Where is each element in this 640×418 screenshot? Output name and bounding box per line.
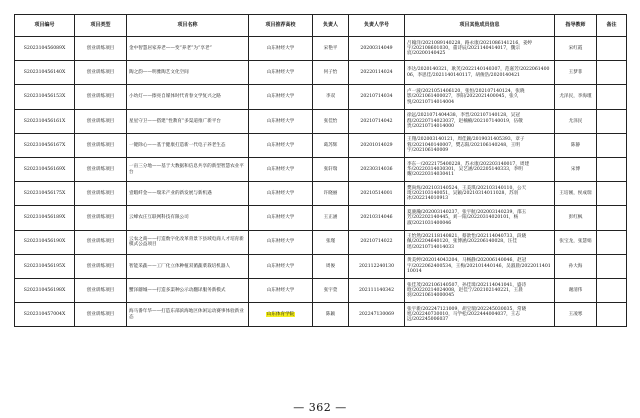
advisor-cell: 王凌寒 [555, 303, 597, 327]
column-header: 项目推荐高校 [249, 15, 313, 37]
remarks-cell [597, 303, 627, 327]
project-number-cell: S202310456169X [15, 157, 75, 181]
advisor-cell: 彭红枫 [555, 206, 597, 230]
recommending-school-cell [249, 303, 313, 327]
leader-student-id-cell: 20224713006​9 [349, 303, 405, 327]
leader-student-id-cell: 20211114034​2 [349, 278, 405, 302]
leader-student-id-cell: 20200314049 [349, 37, 405, 61]
remarks-cell [597, 254, 627, 278]
project-type-cell: 创业训练项目 [75, 303, 127, 327]
table-row [15, 61, 627, 85]
advisor-cell: 宋博 [555, 157, 597, 181]
project-name-cell: 陶之韵——明雅陶艺文化空间 [127, 61, 249, 85]
project-name-cell: 蟹泽蘑城——打造多渠种公示动翻译服务新模式 [127, 278, 249, 302]
remarks-cell [597, 85, 627, 109]
recommending-school-cell: 山东财经大学 [249, 37, 313, 61]
advisor-cell: 谢清伟 [555, 278, 597, 302]
other-members-cell: 张宇新/2022471210​09，胡宝瑞/2022450300​35，常晓旭/2022407300​10，马学松/2022444004​037，王志远/2022450060​37 [405, 303, 555, 327]
recommending-school-cell: 山东财经大学 [249, 254, 313, 278]
table-row [15, 254, 627, 278]
other-members-cell: 李达/2020140321，耿芙/2022140140307，范嘉芳/2022061400​06，李思佳/2021140140117，胡俊浩/2020140421 [405, 61, 555, 85]
remarks-cell [597, 230, 627, 254]
advisor-cell: 尤泽民 [555, 109, 597, 133]
project-type-cell: 创业训练项目 [75, 37, 127, 61]
leader-name-cell: 陈颖 [313, 303, 349, 327]
project-number-cell: S202310456140X [15, 61, 75, 85]
advisor-cell: 尤泽民，李海瑾 [555, 85, 597, 109]
recommending-school-cell: 山东财经大学 [249, 85, 313, 109]
remarks-cell [597, 157, 627, 181]
table-row [15, 157, 627, 181]
column-header: 项目其他成员信息 [405, 15, 555, 37]
other-members-cell: 徐远/2021071404438，李晋/2021071401​28，吴冠群/2022071402​3037，赵楠楠/2021071400​19，伍敬贵/2021071401​4000 [405, 109, 555, 133]
project-number-cell: S202310456153X [15, 85, 75, 109]
table-row [15, 303, 627, 327]
column-header: 项目名称 [127, 15, 249, 37]
leader-student-id-cell: 20210714034 [349, 85, 405, 109]
advisor-cell: 王梦菲 [555, 61, 597, 85]
column-header: 备注 [597, 15, 627, 37]
remarks-cell [597, 206, 627, 230]
other-members-cell: 张佳茂/2021061405​07，孙佳璋/2021140410​41，盛诗晗/2022021402​4008，赵佳宁/2021021402​21，王晨羽/2021061400​0045 [405, 278, 555, 302]
leader-name-cell: 周俊 [313, 254, 349, 278]
recommending-school-cell: 山东财经大学 [249, 109, 313, 133]
leader-name-cell: 许晓丽 [313, 182, 349, 206]
leader-student-id-cell: 20210714042 [349, 109, 405, 133]
recommending-school-cell: 山东财经大学 [249, 133, 313, 157]
project-name-cell: 金中智慧居家养老——变“养老”为“享老” [127, 37, 249, 61]
project-name-cell: 一亩三分地——基于大数据和信息共享的新型智慧农业平台 [127, 157, 249, 181]
other-members-cell: 王怡然/2021181408​21，蔡歆怡/2021140407​33，段晓佩/2022046401​20，张博涵/2022061400​28，汪佳瑶/2021071401​4033 [405, 230, 555, 254]
table-row [15, 206, 627, 230]
project-name-cell: 小幼灯——擦亮自媒体时代青春文学复兴之路 [127, 85, 249, 109]
project-name-cell: 云农之商——打造数字化改革背景下县域电商人才培育新模式公益项目 [127, 230, 249, 254]
highlighted-school: 山东体育学院 [266, 312, 295, 317]
project-number-cell: S202310456195X [15, 254, 75, 278]
leader-name-cell: 宋艳平 [313, 37, 349, 61]
other-members-cell: 黄美婷/2020140432​04，马畅静/2020061400​46，赵冠宇/2022062400​534，王梅/2021014401​46，吴淑晨/2022011401​10014 [405, 254, 555, 278]
other-members-cell: 夏骏瀚/2020031402​37，张宇航/2020031402​39，邵玉芳/2022021404​45，刘一阳/2022031402​0101，杨淑/2021031400​0​46 [405, 206, 555, 230]
project-type-cell: 创业训练项目 [75, 109, 127, 133]
recommending-school-cell: 山东财经大学 [249, 230, 313, 254]
remarks-cell [597, 182, 627, 206]
other-members-cell: 樊尚烁/2021031405​24，王美琪/2021031401​10，公天琦/2021031400​51，吴颖/2021031401​1028，苏羽冰/2022140109​13 [405, 182, 555, 206]
leader-student-id-cell: 20211224013​0 [349, 254, 405, 278]
advisor-cell: 王培刚，侯成瑞 [555, 182, 597, 206]
column-header: 指导教师 [555, 15, 597, 37]
remarks-cell [597, 61, 627, 85]
leader-name-cell: 张轩瑞 [313, 157, 349, 181]
advisor-cell: 张宝龙，张慧娟 [555, 230, 597, 254]
leader-name-cell: 张佳怡 [313, 109, 349, 133]
leader-student-id-cell: 20210314046 [349, 206, 405, 230]
table-row [15, 182, 627, 206]
advisor-cell: 陈静 [555, 133, 597, 157]
project-type-cell: 创业训练项目 [75, 206, 127, 230]
remarks-cell [597, 278, 627, 302]
table-body [15, 37, 627, 327]
project-name-cell: 智能采蔬——工厂化立体种植双循蔬菜栽培机器人 [127, 254, 249, 278]
project-number-cell: S202310456175X [15, 182, 75, 206]
other-members-cell: 卢一波/2021051406120，张恒/2021071401​24，张晓影/2021061400​0​27，李阳/2022021400​045，张久悦/2021071401​4004 [405, 85, 555, 109]
project-type-cell: 创业训练项目 [75, 61, 127, 85]
column-header: 负责人学号 [349, 15, 405, 37]
table-row [15, 85, 627, 109]
advisor-cell: 宋红霞 [555, 37, 597, 61]
recommending-school-cell: 山东财经大学 [249, 182, 313, 206]
other-members-cell: 吕翰洋/2021089140228，路永康/20210861412​16，姜婷宇/20210860​1030，董诗辰/2021140414017，魏宗宸/20200140425 [405, 37, 555, 61]
table-row [15, 109, 627, 133]
other-members-cell: 王翔/2020031401​21，周佳颖/2019031405393，章子蓉/2021040140007，樊志阳/2021061402​48，王明宇/2021061400​09 [405, 133, 555, 157]
leader-name-cell: 张瑾 [313, 230, 349, 254]
project-number-cell: S202310456161X [15, 109, 75, 133]
remarks-cell [597, 37, 627, 61]
project-type-cell: 创业训练项目 [75, 278, 127, 302]
project-type-cell: 创业训练项目 [75, 182, 127, 206]
project-type-cell: 创业训练项目 [75, 85, 127, 109]
project-name-cell: 海马番年华——打造东部滨海地区休闲运动赛事体验新业态 [127, 303, 249, 327]
project-table [14, 14, 627, 327]
advisor-cell: 孙大海 [555, 254, 597, 278]
page-number: — 362 — [293, 401, 347, 414]
leader-student-id-cell: 20210714022 [349, 230, 405, 254]
project-name-cell: 星星守卫——搭建“性教育”多渠道推广新平台 [127, 109, 249, 133]
leader-student-id-cell: 20210514001 [349, 182, 405, 206]
project-number-cell: S202310456198X [15, 278, 75, 302]
column-header: 项目类型 [75, 15, 127, 37]
recommending-school-cell: 山东财经大学 [249, 278, 313, 302]
project-type-cell: 创业训练项目 [75, 157, 127, 181]
other-members-cell: 李东一/2022175400228，苏永康/2022031400​17，周建华/2022031403​0301，吴艺涵/2022051403​33，李明耀/2022031403​0411 [405, 157, 555, 181]
project-name-cell: 一键除心——基于健康打造新一代电子养老生态 [127, 133, 249, 157]
project-name-cell: 云峰农庄互联网科技有限公司 [127, 206, 249, 230]
table-row [15, 230, 627, 254]
leader-name-cell: 葛苏辉 [313, 133, 349, 157]
remarks-cell [597, 109, 627, 133]
project-name-cell: 壹暇纤金——瑞禾产业的新发展与新机遇 [127, 182, 249, 206]
column-header: 项目编号 [15, 15, 75, 37]
project-type-cell: 创业训练项目 [75, 254, 127, 278]
table-header-row [15, 15, 627, 37]
table-row [15, 37, 627, 61]
project-number-cell: S202310457004X [15, 303, 75, 327]
leader-student-id-cell: 20220114024 [349, 61, 405, 85]
leader-student-id-cell: 20230314036 [349, 157, 405, 181]
project-number-cell: S202310456089X [15, 37, 75, 61]
recommending-school-cell: 山东财经大学 [249, 61, 313, 85]
leader-name-cell: 何子怡 [313, 61, 349, 85]
recommending-school-cell: 山东财经大学 [249, 206, 313, 230]
column-header: 负责人 [313, 15, 349, 37]
recommending-school-cell: 山东财经大学 [249, 157, 313, 181]
project-type-cell: 创业训练项目 [75, 230, 127, 254]
project-type-cell: 创业训练项目 [75, 133, 127, 157]
table-row [15, 133, 627, 157]
leader-name-cell: 李双 [313, 85, 349, 109]
remarks-cell [597, 133, 627, 157]
project-number-cell: S202310456190X [15, 230, 75, 254]
leader-student-id-cell: 20201014029 [349, 133, 405, 157]
table-row [15, 278, 627, 302]
project-number-cell: S202310456167X [15, 133, 75, 157]
leader-name-cell: 王正涵 [313, 206, 349, 230]
project-number-cell: S202310456189X [15, 206, 75, 230]
leader-name-cell: 张宇萱 [313, 278, 349, 302]
